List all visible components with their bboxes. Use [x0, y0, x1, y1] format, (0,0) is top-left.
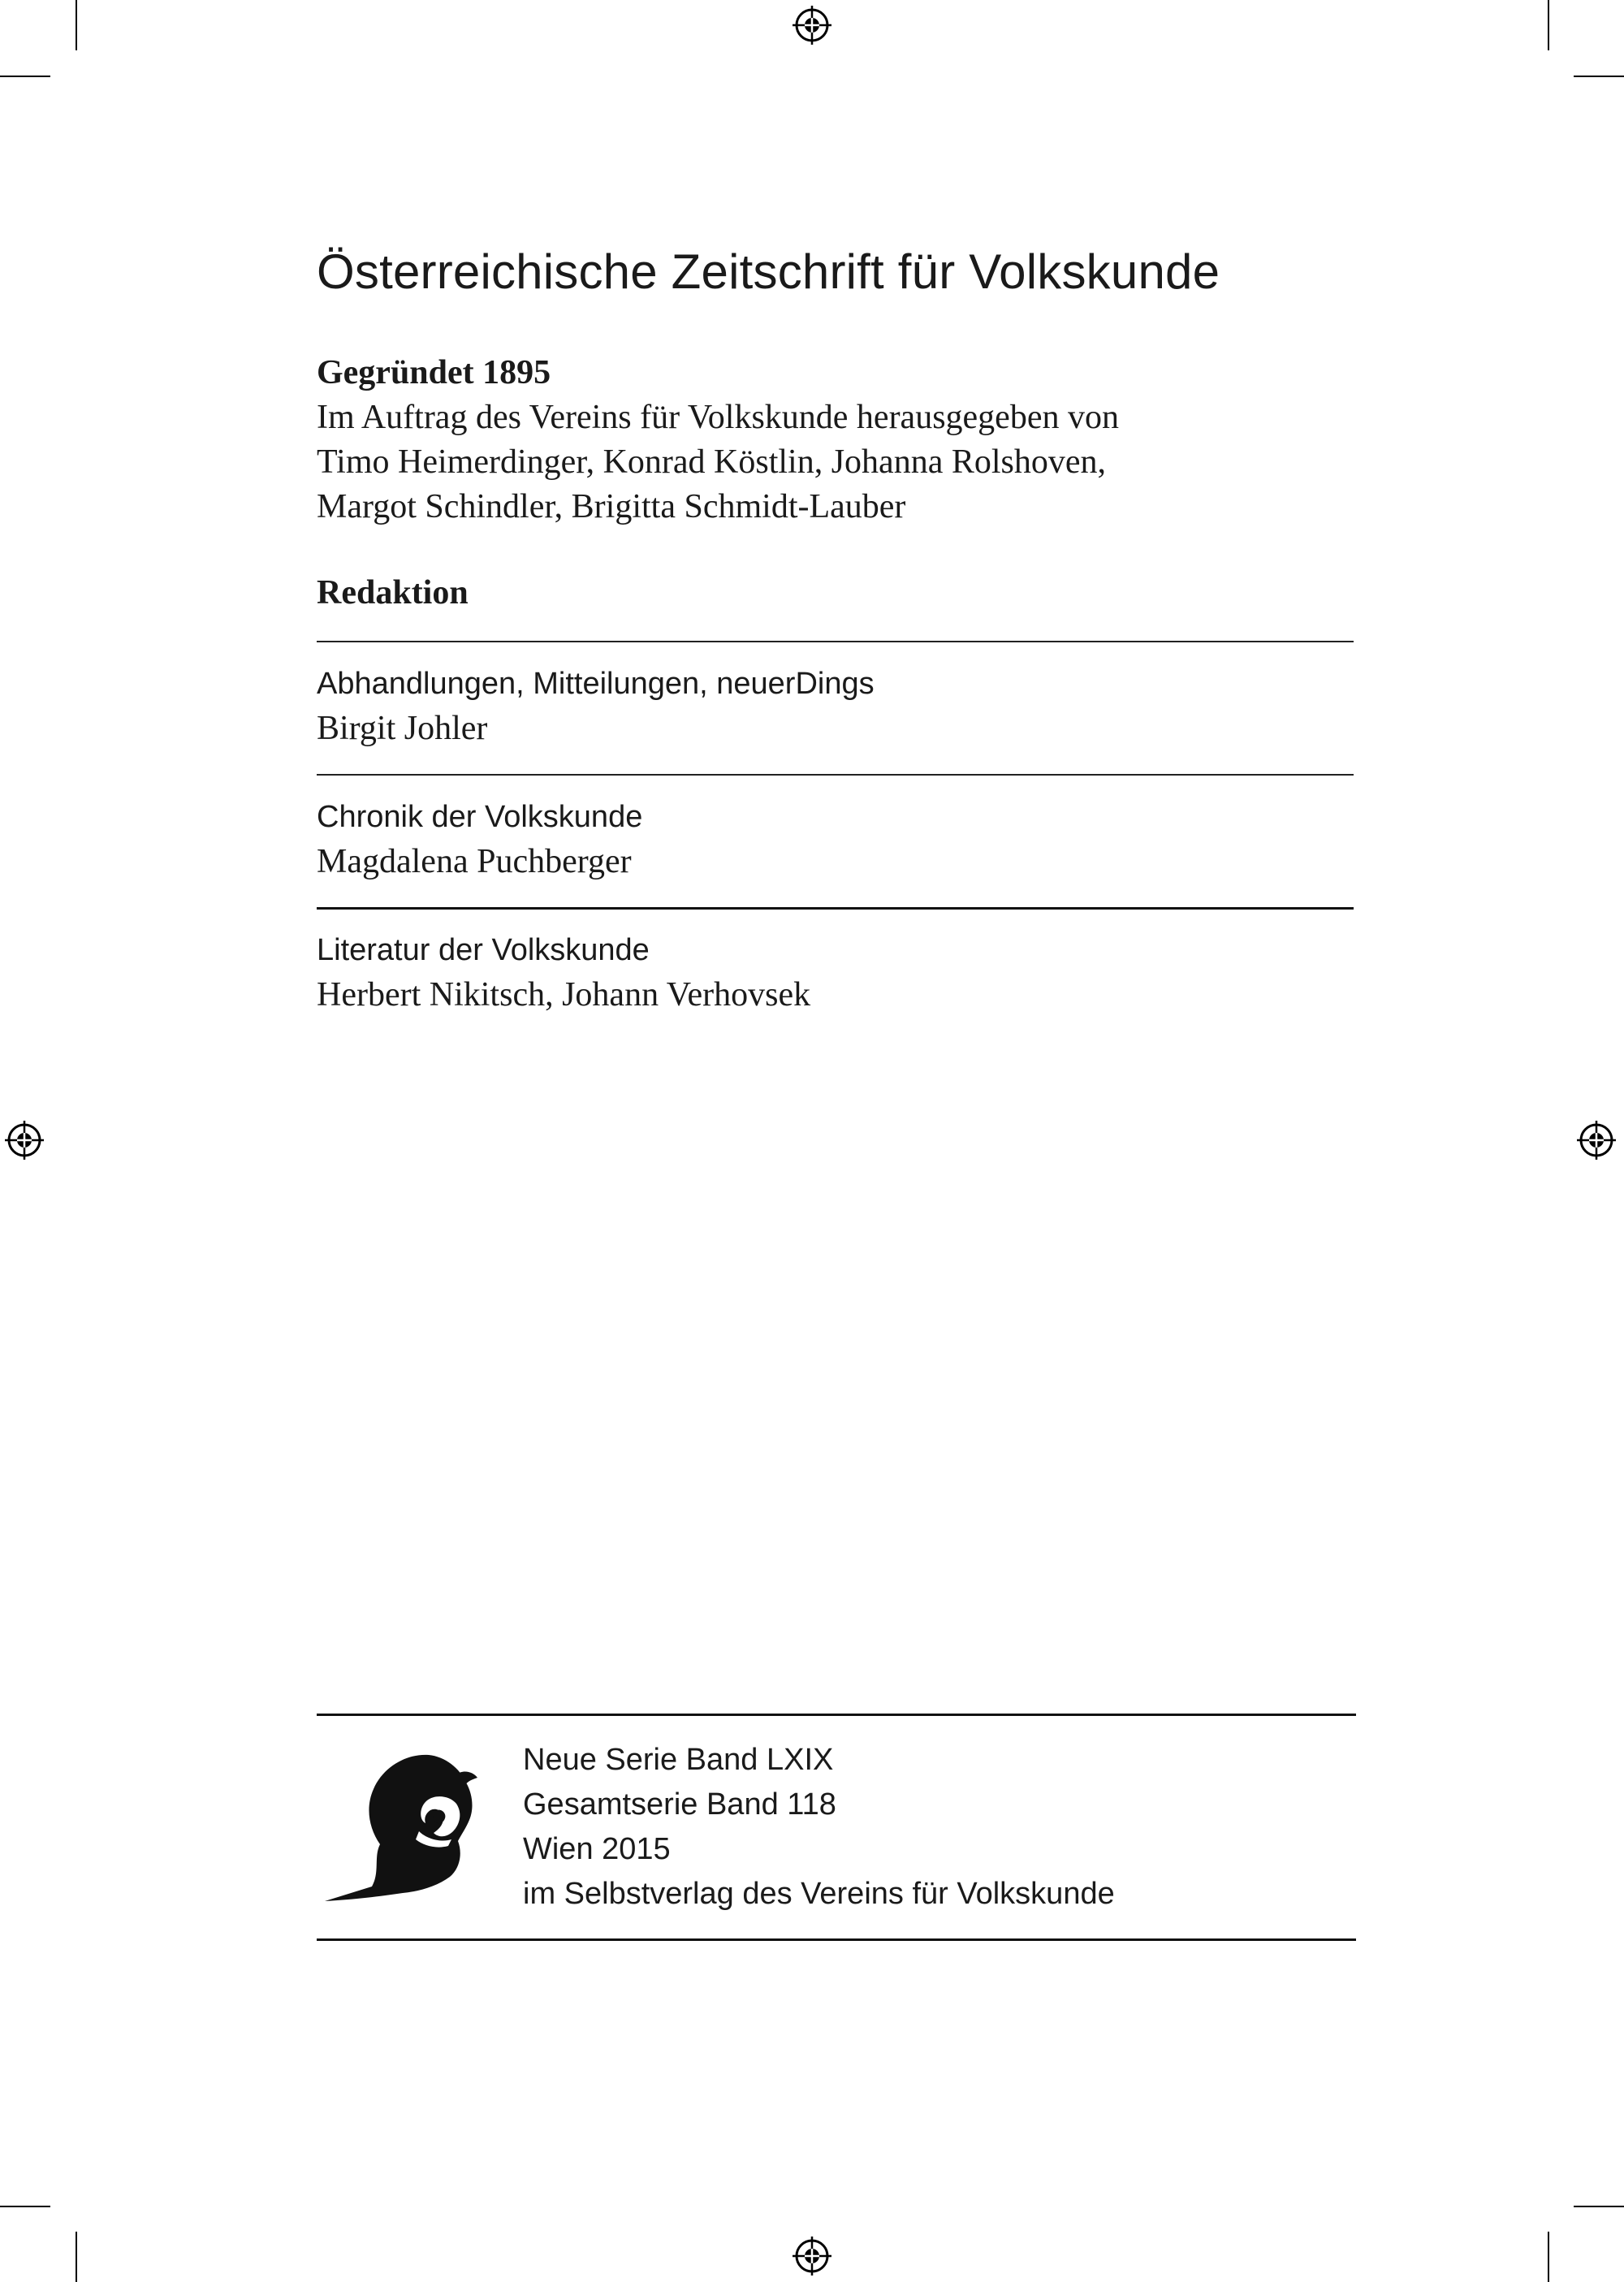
founded-line: Gegründet 1895: [317, 354, 551, 391]
publisher-logo-silhouette-icon: [323, 1750, 486, 1904]
crop-mark-bottom-left-vertical: [76, 2232, 77, 2282]
section-title: Abhandlungen, Mitteilungen, neuerDings: [317, 667, 875, 701]
crop-mark-top-right-vertical: [1548, 0, 1549, 50]
footer-top-rule: [317, 1714, 1356, 1716]
section-divider: [317, 907, 1354, 910]
section-editors: Birgit Johler: [317, 710, 488, 747]
place-year-line: Wien 2015: [523, 1832, 671, 1866]
registration-mark-icon: [5, 1121, 44, 1160]
section-title: Literatur der Volkskunde: [317, 933, 650, 967]
crop-mark-bottom-right-horizontal: [1574, 2206, 1624, 2207]
crop-mark-top-left-vertical: [76, 0, 77, 50]
redaktion-heading: Redaktion: [317, 574, 469, 612]
redaktion-section: [317, 928, 810, 1018]
series-line: Neue Serie Band LXIX: [523, 1743, 834, 1777]
redaktion-section: [317, 662, 875, 751]
section-editors: Magdalena Puchberger: [317, 843, 632, 880]
editors-intro-line: Im Auftrag des Vereins für Volkskunde herausgegeben von: [317, 399, 1119, 436]
total-series-line: Gesamtserie Band 118: [523, 1787, 836, 1822]
registration-mark-icon: [793, 2237, 831, 2276]
section-editors: Herbert Nikitsch, Johann Verhovsek: [317, 976, 811, 1014]
redaktion-section: [317, 795, 642, 884]
registration-mark-icon: [793, 6, 831, 45]
footer-bottom-rule: [317, 1938, 1356, 1941]
crop-mark-top-left-horizontal: [0, 76, 50, 77]
registration-mark-icon: [1577, 1121, 1616, 1160]
publisher-line: im Selbstverlag des Vereins für Volkskunde: [523, 1877, 1115, 1911]
imprint: [523, 1738, 1115, 1917]
section-divider: [317, 774, 1354, 776]
section-title: Chronik der Volkskunde: [317, 800, 643, 834]
editors-line: Timo Heimerdinger, Konrad Köstlin, Johanna Rolshoven,: [317, 443, 1107, 481]
section-divider: [317, 641, 1354, 642]
crop-mark-bottom-left-horizontal: [0, 2206, 50, 2207]
crop-mark-top-right-horizontal: [1574, 76, 1624, 77]
editors-line: Margot Schindler, Brigitta Schmidt-Lauber: [317, 488, 906, 525]
masthead: [317, 351, 1119, 529]
crop-mark-bottom-right-vertical: [1548, 2232, 1549, 2282]
journal-title: Österreichische Zeitschrift für Volkskunde: [317, 244, 1220, 299]
